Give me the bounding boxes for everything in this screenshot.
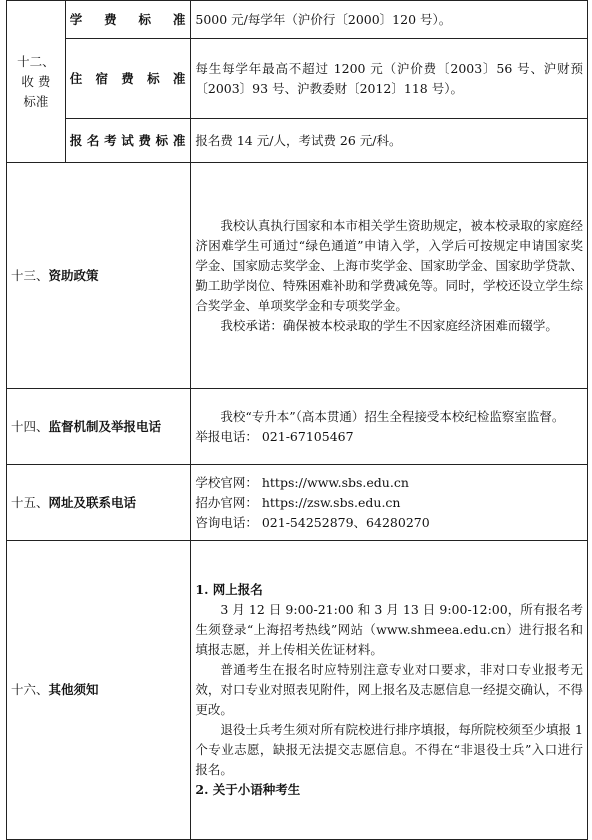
exam-fee-label: 报名考试费标准: [65, 119, 191, 163]
document-page: [6, 0, 588, 840]
fees-section-title-b: 标准: [23, 93, 49, 109]
notes-heading-1: 1. 网上报名: [195, 582, 263, 597]
tuition-value: 5000 元/每学年（沪价行〔2000〕120 号）。: [191, 1, 588, 39]
fees-section-number: 十二、: [17, 53, 55, 69]
aid-paragraph-2: 我校承诺：确保被本校录取的学生不因家庭经济困难而辍学。: [220, 317, 558, 333]
consult-phone: 咨询电话： 021-54252879、64280270: [195, 514, 430, 530]
notes-number: 十六、: [11, 682, 49, 697]
supervision-content: [191, 389, 588, 465]
aid-number: 十三、: [11, 267, 49, 283]
supervision-label: [7, 389, 191, 465]
supervision-title: 监督机制及举报电话: [48, 418, 162, 434]
supervision-number: 十四、: [11, 418, 49, 434]
notes-paragraph-2: 普通考生在报名时应特别注意专业对口要求，非对口专业报考无效，对口专业对照表见附件，网上报名及志愿信息一经提交确认，不得更改。: [195, 662, 583, 717]
notes-title: 其他须知: [48, 682, 99, 697]
notes-paragraph-1: 3 月 12 日 9:00-21:00 和 3 月 13 日 9:00-12:00，所有报名考生须登录“上海招考热线”网站（www.shmeea.edu.cn）进行报名和填报志愿，并上传相关佐证材料。: [195, 602, 583, 657]
tuition-label: 学 费 标 准: [65, 1, 191, 39]
housing-value: 每生每学年最高不超过 1200 元（沪价费〔2003〕56 号、沪财预〔2003〕93 号、沪教委财〔2012〕118 号）。: [191, 39, 588, 119]
admissions-info-table: [6, 0, 588, 840]
fees-section-label: [7, 1, 66, 163]
notes-paragraph-3: 退役士兵考生须对所有院校进行排序填报，每所院校须至少填报 1 个专业志愿，缺报无法提交志愿信息。不得在“非退役士兵”入口进行报名。: [195, 722, 583, 777]
notes-content: [191, 541, 588, 840]
notes-label: [7, 541, 191, 840]
contact-number: 十五、: [11, 494, 49, 510]
fees-tuition-row: [7, 1, 588, 39]
housing-label: 住宿费标准: [65, 39, 191, 119]
aid-label: [7, 163, 191, 389]
exam-fee-value: 报名费 14 元/人，考试费 26 元/科。: [191, 119, 588, 163]
contact-title: 网址及联系电话: [48, 494, 137, 510]
supervision-row: [7, 389, 588, 465]
notes-heading-2: 2. 关于小语种考生: [195, 782, 301, 797]
fees-housing-row: [7, 39, 588, 119]
aid-row: [7, 163, 588, 389]
school-website: 学校官网： https://www.sbs.edu.cn: [195, 474, 409, 490]
report-phone: 举报电话： 021-67105467: [195, 428, 354, 444]
contact-content: [191, 465, 588, 541]
contact-row: [7, 465, 588, 541]
aid-paragraph-1: 我校认真执行国家和本市相关学生资助规定，被本校录取的家庭经济困难学生可通过“绿色通道”申请入学，入学后可按规定申请国家奖学金、国家励志奖学金、上海市奖学金、国家助学金、国家助学贷款、勤工助学岗位、特殊困难补助和学费减免等。同时，学校还设立学生综合奖学金、单项奖学金和专项奖学金。: [195, 217, 583, 313]
aid-title: 资助政策: [48, 267, 99, 283]
admissions-website: 招办官网： https://zsw.sbs.edu.cn: [195, 494, 401, 510]
aid-content: [191, 163, 588, 389]
supervision-paragraph: 我校“专升本”（高本贯通）招生全程接受本校纪检监察室监督。: [220, 408, 565, 424]
notes-row: [7, 541, 588, 840]
contact-label: [7, 465, 191, 541]
fees-section-title-a: 收 费: [21, 73, 51, 89]
fees-exam-row: [7, 119, 588, 163]
